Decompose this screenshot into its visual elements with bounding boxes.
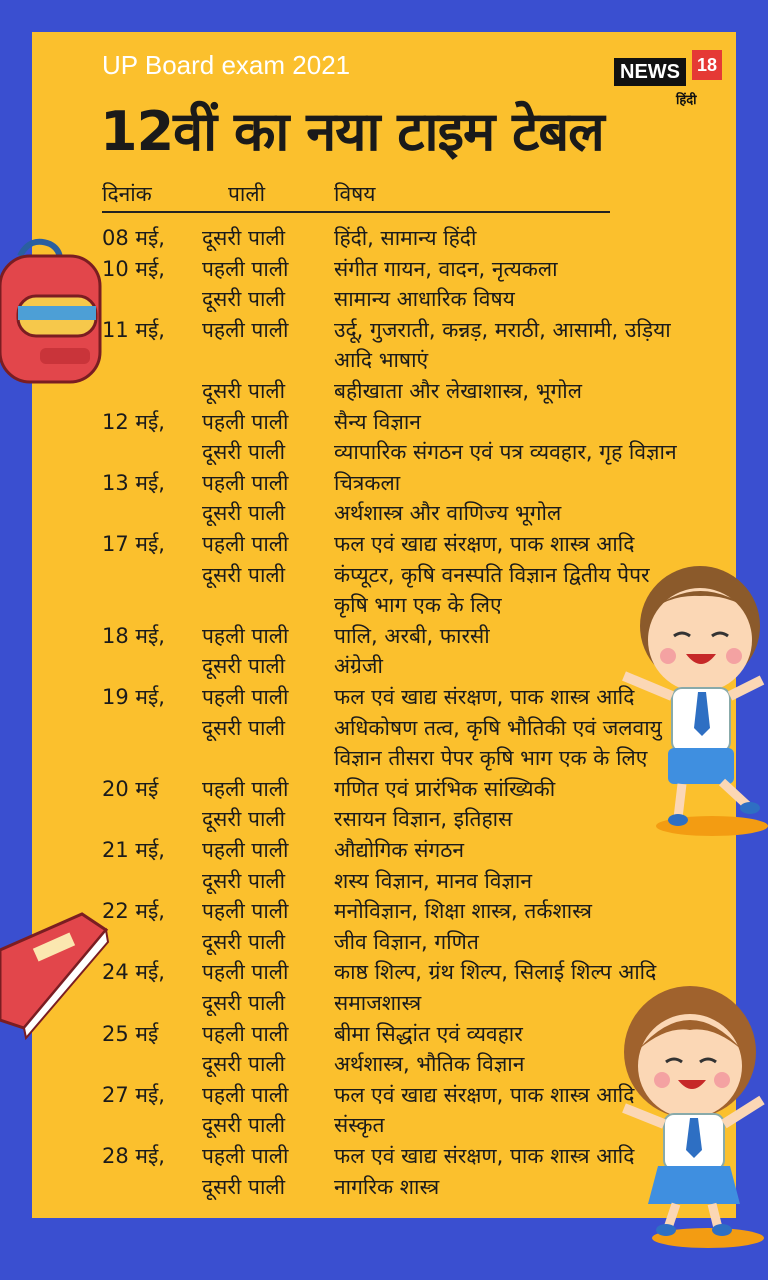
row-shift: दूसरी पाली	[202, 807, 286, 832]
row-subject: संगीत गायन, वादन, नृत्यकला	[334, 256, 558, 281]
news18-logo	[614, 48, 724, 108]
row-shift: दूसरी पाली	[202, 654, 286, 679]
row-shift: पहली पाली	[202, 470, 289, 495]
row-subject: फल एवं खाद्य संरक्षण, पाक शास्त्र आदि	[334, 685, 635, 709]
row-shift: दूसरी पाली	[202, 1174, 286, 1199]
row-subject: फल एवं खाद्य संरक्षण, पाक शास्त्र आदि	[334, 1082, 635, 1107]
row-shift: पहली पाली	[202, 960, 289, 985]
boy-illustration	[622, 556, 768, 840]
row-date: 20 मई	[102, 776, 159, 801]
row-subject: औद्योगिक संगठन	[334, 838, 465, 862]
row-subject: समाजशास्त्र	[334, 991, 422, 1015]
row-shift: पहली पाली	[202, 776, 289, 801]
row-subject: हिंदी, सामान्य हिंदी	[334, 226, 477, 250]
backpack-illustration	[0, 236, 104, 386]
row-subject: अर्थशास्त्र और वाणिज्य भूगोल	[334, 501, 562, 526]
row-date: 19 मई,	[102, 685, 165, 709]
row-subject: चित्रकला	[334, 470, 401, 495]
row-subject: उर्दू, गुजराती, कन्नड़, मराठी, आसामी, उड़िया	[334, 317, 671, 342]
row-date: 24 मई,	[102, 960, 165, 985]
girl-illustration	[618, 980, 768, 1250]
row-subject: संस्कृत	[334, 1113, 385, 1138]
row-subject: काष्ठ शिल्प, ग्रंथ शिल्प, सिलाई शिल्प आदि	[334, 960, 657, 985]
row-date: 25 मई	[102, 1021, 159, 1046]
row-shift: पहली पाली	[202, 1021, 289, 1046]
row-subject: मनोविज्ञान, शिक्षा शास्त्र, तर्कशास्त्र	[334, 899, 592, 924]
row-shift: दूसरी पाली	[202, 562, 286, 587]
row-shift: दूसरी पाली	[202, 715, 286, 740]
row-shift: पहली पाली	[202, 838, 289, 862]
row-date: 17 मई,	[102, 532, 165, 556]
row-date: 12 मई,	[102, 409, 165, 434]
row-date: 18 मई,	[102, 623, 165, 648]
row-subject: पालि, अरबी, फारसी	[334, 623, 490, 648]
row-date: 08 मई,	[102, 226, 165, 250]
row-date: 10 मई,	[102, 256, 165, 281]
row-subject: अर्थशास्त्र, भौतिक विज्ञान	[334, 1052, 525, 1077]
row-shift: दूसरी पाली	[202, 929, 286, 954]
row-subject: फल एवं खाद्य संरक्षण, पाक शास्त्र आदि	[334, 532, 635, 556]
column-header-date: दिनांक	[102, 182, 152, 206]
logo-brand: NEWS	[614, 58, 686, 86]
row-subject: जीव विज्ञान, गणित	[334, 929, 479, 954]
row-shift: पहली पाली	[202, 1082, 289, 1107]
row-shift: पहली पाली	[202, 409, 289, 434]
row-subject: नागरिक शास्त्र	[334, 1174, 440, 1199]
row-subject: गणित एवं प्रारंभिक सांख्यिकी	[334, 776, 556, 801]
row-shift: दूसरी पाली	[202, 501, 286, 526]
book-illustration	[0, 910, 110, 1040]
logo-number: 18	[692, 50, 722, 80]
row-shift: दूसरी पाली	[202, 991, 286, 1015]
row-shift: दूसरी पाली	[202, 440, 286, 465]
row-date: 28 मई,	[102, 1144, 165, 1168]
row-date: 13 मई,	[102, 470, 165, 495]
column-header-subject: विषय	[334, 182, 376, 206]
row-subject: कंप्यूटर, कृषि वनस्पति विज्ञान द्वितीय पेपर	[334, 562, 650, 587]
row-shift: पहली पाली	[202, 317, 289, 342]
row-shift: दूसरी पाली	[202, 379, 286, 403]
row-shift: पहली पाली	[202, 685, 289, 709]
row-date: 22 मई,	[102, 899, 165, 924]
row-subject: रसायन विज्ञान, इतिहास	[334, 807, 513, 832]
page-title: 12वीं का नया टाइम टेबल	[100, 100, 604, 163]
row-shift: दूसरी पाली	[202, 1052, 286, 1077]
row-shift: पहली पाली	[202, 899, 289, 924]
column-header-shift: पाली	[228, 182, 266, 206]
row-subject: अधिकोषण तत्व, कृषि भौतिकी एवं जलवायु	[334, 715, 662, 740]
row-shift: पहली पाली	[202, 623, 289, 648]
row-subject: विज्ञान तीसरा पेपर कृषि भाग एक के लिए	[334, 746, 648, 771]
row-subject: शस्य विज्ञान, मानव विज्ञान	[334, 868, 532, 893]
row-shift: दूसरी पाली	[202, 868, 286, 893]
row-subject: सैन्य विज्ञान	[334, 409, 421, 434]
row-date: 11 मई,	[102, 317, 165, 342]
row-shift: पहली पाली	[202, 1144, 289, 1168]
row-shift: पहली पाली	[202, 256, 289, 281]
exam-subtitle: UP Board exam 2021	[102, 50, 351, 80]
row-subject: अंग्रेजी	[334, 654, 383, 679]
row-shift: दूसरी पाली	[202, 287, 286, 312]
row-shift: पहली पाली	[202, 532, 289, 556]
row-date: 27 मई,	[102, 1082, 165, 1107]
row-subject: बहीखाता और लेखाशास्त्र, भूगोल	[334, 379, 582, 403]
row-shift: दूसरी पाली	[202, 226, 286, 250]
row-subject: व्यापारिक संगठन एवं पत्र व्यवहार, गृह विज्ञान	[334, 440, 677, 465]
row-subject: सामान्य आधारिक विषय	[334, 287, 515, 312]
row-subject: कृषि भाग एक के लिए	[334, 593, 502, 618]
logo-language: हिंदी	[676, 93, 697, 108]
row-subject: फल एवं खाद्य संरक्षण, पाक शास्त्र आदि	[334, 1144, 635, 1168]
row-subject: बीमा सिद्धांत एवं व्यवहार	[334, 1021, 523, 1046]
header-divider	[102, 211, 610, 213]
row-date: 21 मई,	[102, 838, 165, 862]
row-subject: आदि भाषाएं	[334, 348, 429, 373]
row-shift: दूसरी पाली	[202, 1113, 286, 1138]
